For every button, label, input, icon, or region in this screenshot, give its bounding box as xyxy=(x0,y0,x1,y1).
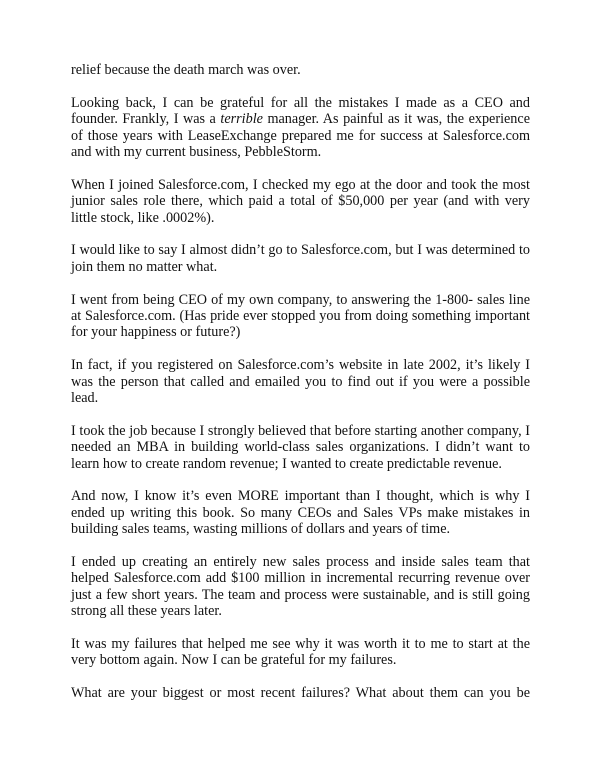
paragraph: relief because the death march was over. xyxy=(71,62,301,78)
paragraph: I would like to say I almost didn’t go to Salesforce.com, but I was determined to join them no matter what. xyxy=(71,242,530,275)
emphasis-text: terrible xyxy=(220,111,263,128)
paragraph: I went from being CEO of my own company, to answering the 1-800- sales line at Salesforce.com. (Has pride ever stopped you from doing something important for your happiness or future?) xyxy=(71,291,530,341)
paragraph: It was my failures that helped me see why it was worth it to me to start at the very bottom again. Now I can be grateful for my failures. xyxy=(71,636,530,669)
paragraph: What are your biggest or most recent failures? What about them can you be xyxy=(71,685,530,702)
paragraph-text: manager. As painful as it was, the experience of those years with LeaseExchange prepared me for success at Salesforce.com and with my current business, PebbleStorm. xyxy=(71,111,530,161)
paragraph: I ended up creating an entirely new sales process and inside sales team that helped Salesforce.com add $100 million in incremental recurring revenue over just a few short years. The team and process were sustainable, and is still going strong all these years later. xyxy=(71,554,530,620)
paragraph xyxy=(71,95,530,161)
paragraph: In fact, if you registered on Salesforce.com’s website in late 2002, it’s likely I was the person that called and emailed you to find out if you were a possible lead. xyxy=(71,357,530,407)
paragraph: I took the job because I strongly believed that before starting another company, I needed an MBA in building world-class sales organizations. I didn’t want to learn how to create random revenue; I wanted to create predictable revenue. xyxy=(71,422,530,472)
paragraph: And now, I know it’s even MORE important than I thought, which is why I ended up writing this book. So many CEOs and Sales VPs make mistakes in building sales teams, wasting millions of dollars and years of time. xyxy=(71,488,530,538)
document-page xyxy=(71,62,530,718)
paragraph: When I joined Salesforce.com, I checked my ego at the door and took the most junior sales role there, which paid a total of $50,000 per year (and with very little stock, like .0002%). xyxy=(71,176,530,226)
paragraph-text: Looking back, I can be grateful for all the mistakes I made as a CEO and founder. Frankly, I was a xyxy=(71,94,530,128)
